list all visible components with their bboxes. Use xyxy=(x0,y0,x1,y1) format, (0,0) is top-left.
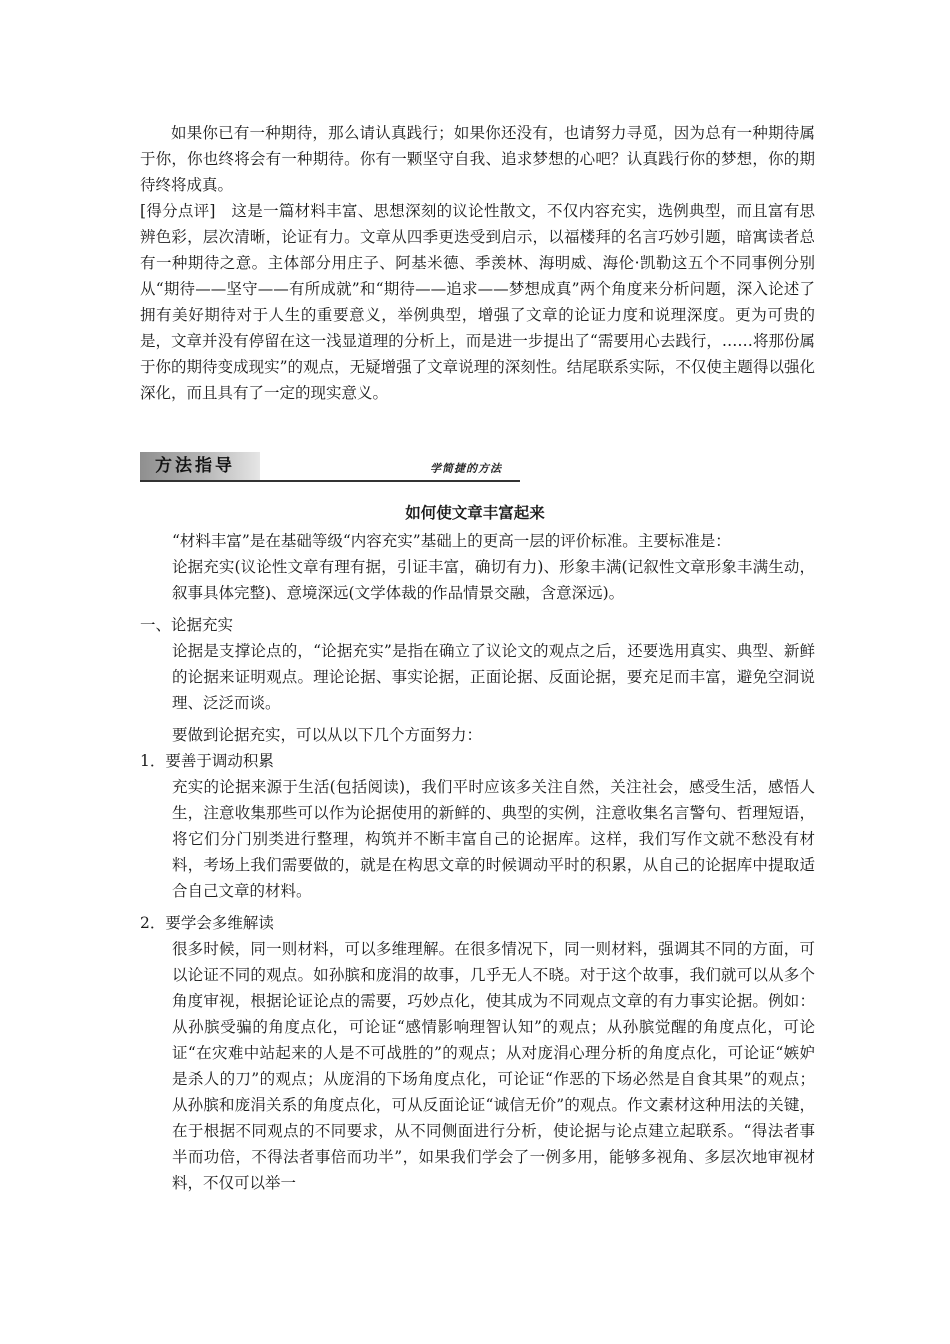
section-subtitle: 学简捷的方法 xyxy=(430,462,502,475)
section-divider xyxy=(140,480,520,482)
subheading-1-body: 充实的论据来源于生活(包括阅读)，我们平时应该多关注自然，关注社会，感受生活，感悟人生，注意收集那些可以作为论据使用的新鲜的、典型的实例，注意收集名言警句、哲理短语，将它们分门别类进行整理，构筑并不断丰富自己的论据库。这样，我们写作文就不愁没有材料，考场上我们需要做的，就是在构思文章的时候调动平时的积累，从自己的论据库中提取适合自己文章的材料。 xyxy=(172,778,815,900)
heading-1: 一、论据充实 xyxy=(140,616,234,634)
intro-body: 论据充实(议论性文章有理有据，引证丰富，确切有力)、形象丰满(记叙性文章形象丰满生动，叙事具体完整)、意境深远(文学体裁的作品情景交融，含意深远)。 xyxy=(172,558,815,602)
article-title: 如何使文章丰富起来 xyxy=(405,504,545,522)
section-title: 方法指导 xyxy=(155,456,235,476)
intro-line: “材料丰富”是在基础等级“内容充实”基础上的更高一层的评价标准。主要标准是： xyxy=(172,532,731,550)
commentary-paragraph: [得分点评] 这是一篇材料丰富、思想深刻的议论性散文，不仅内容充实，选例典型，而且富有思辨色彩，层次清晰，论证有力。文章从四季更迭受到启示，以福楼拜的名言巧妙引题，暗寓读者总有一种期待之意。主体部分用庄子、阿基米德、季羡林、海明威、海伦·凯勒这五个不同事例分别从“期待——坚守——有所成就”和“期待——追求——梦想成真”两个角度来分析问题，深入论述了拥有美好期待对于人生的重要意义，举例典型，增强了文章的论证力度和说理深度。更为可贵的是，文章并没有停留在这一浅显道理的分析上，而是进一步提出了“需要用心去践行，……将那份属于你的期待变成现实”的观点，无疑增强了文章说理的深刻性。结尾联系实际，不仅使主题得以强化深化，而且具有了一定的现实意义。 xyxy=(140,202,815,402)
subheading-2-body: 很多时候，同一则材料，可以多维理解。在很多情况下，同一则材料，强调其不同的方面，可以论证不同的观点。如孙膑和庞涓的故事，几乎无人不晓。对于这个故事，我们就可以从多个角度审视，根据论证论点的需要，巧妙点化，使其成为不同观点文章的有力事实论据。例如：从孙膑受骗的角度点化，可论证“感情影响理智认知”的观点；从孙膑觉醒的角度点化，可论证“在灾难中站起来的人是不可战胜的”的观点；从对庞涓心理分析的角度点化，可论证“嫉妒是杀人的刀”的观点；从庞涓的下场角度点化，可论证“作恶的下场必然是自食其果”的观点；从孙膑和庞涓关系的角度点化，可从反面论证“诚信无价”的观点。作文素材这种用法的关键，在于根据不同观点的不同要求，从不同侧面进行分析，使论据与论点建立起联系。“得法者事半而功倍，不得法者事倍而功半”，如果我们学会了一例多用，能够多视角、多层次地审视材料，不仅可以举一 xyxy=(172,940,815,1192)
section-header xyxy=(140,452,520,482)
closing-paragraph: 如果你已有一种期待，那么请认真践行；如果你还没有，也请努力寻觅，因为总有一种期待属于你，你也终将会有一种期待。你有一颗坚守自我、追求梦想的心吧？认真践行你的梦想，你的期待终将成真。 xyxy=(140,124,815,194)
subheading-1: 1．要善于调动积累 xyxy=(140,752,274,770)
subheading-2: 2．要学会多维解读 xyxy=(140,914,274,932)
heading-1-body: 论据是支撑论点的，“论据充实”是指在确立了议论文的观点之后，还要选用真实、典型、新鲜的论据来证明观点。理论论据、事实论据，正面论据、反面论据，要充足而丰富，避免空洞说理、泛泛而谈。 xyxy=(172,642,815,712)
heading-1-lead: 要做到论据充实，可以从以下几个方面努力： xyxy=(172,726,483,744)
